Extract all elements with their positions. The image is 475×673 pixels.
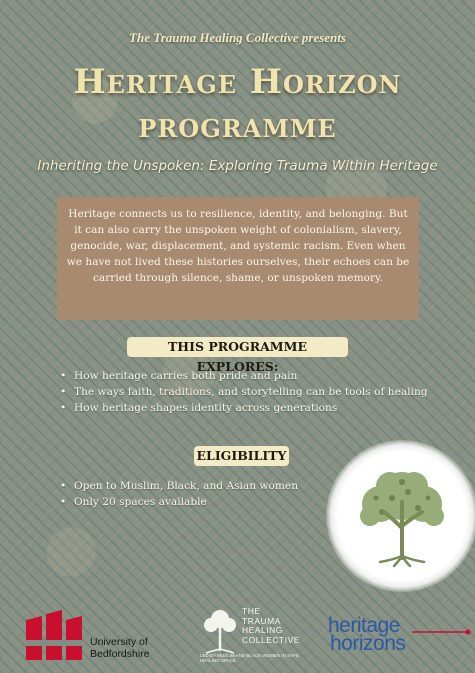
intro-box [57,197,419,320]
collective-name [242,607,302,645]
explores-heading: THIS PROGRAMME EXPLORES: [127,337,348,357]
intro-text: Heritage connects us to resilience, identity, and belonging. But it can also carry the unspoken weight of colonialism, slavery, genocide, war, displacement, and systemic racism. Even when we have not lived these histories ourselves, their echoes can be carried through silence, shame, or unspoken memory. [66,208,410,284]
page-subtitle: Inheriting the Unspoken: Exploring Trauma Within Heritage [37,158,438,174]
page-title [0,60,475,148]
tree-of-life-icon [348,462,456,570]
collective-name-line-4: COLLECTIVE [242,634,300,645]
eligibility-list [58,478,318,510]
eligibility-heading: ELIGIBILITY [194,446,289,466]
explores-list [58,368,433,416]
university-name-line-1: University of [90,636,148,648]
tree-of-life-badge [326,440,475,592]
list-item: • How heritage carries both pride and pain [58,368,433,384]
title-line-1: Heritage Horizon [73,62,402,102]
heritage-word: heritage [328,614,400,637]
list-item: • Open to Muslim, Black, and Asian women [58,478,318,494]
small-tree-icon [200,607,240,655]
title-line-2: programme [138,106,337,146]
list-item: • The ways faith, traditions, and storytelling can be tools of healing [58,384,433,400]
collective-name-line-1: THE [242,606,261,616]
logo-bar [0,600,475,673]
presenter-line: The Trauma Healing Collective presents [129,30,346,45]
horizons-word: horizons [330,632,406,655]
university-name [90,636,150,660]
university-of-bedfordshire-logo [22,610,86,664]
horizon-line-icon [412,628,472,636]
university-name-line-2: Bedfordshire [90,648,150,660]
collective-name-line-2: TRAUMA [242,615,281,626]
list-item: • Only 20 spaces available [58,494,318,510]
collective-tagline: LED BY MUSLIM AND BLACK WOMEN IN SAFE HEALING SPACE [200,653,299,663]
list-item: • How heritage shapes identity across generations [58,400,433,416]
collective-name-line-3: HEALING [242,625,283,635]
